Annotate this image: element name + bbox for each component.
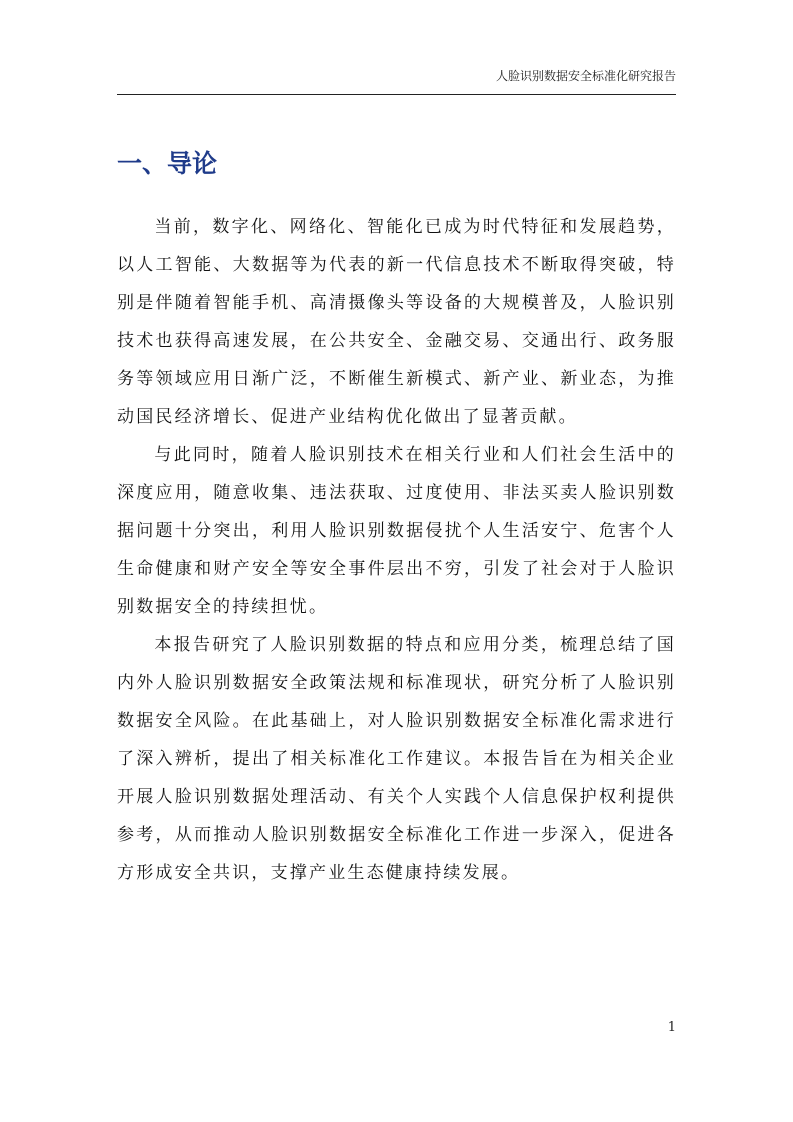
running-header: 人脸识别数据安全标准化研究报告 xyxy=(495,69,676,83)
page-number: 1 xyxy=(667,1020,676,1035)
header-divider xyxy=(117,94,676,95)
paragraph-1: 当前，数字化、网络化、智能化已成为时代特征和发展趋势，以人工智能、大数据等为代表的新一代信息技术不断取得突破，特别是伴随着智能手机、高清摄像头等设备的大规模普及，人脸识别技术也获得高速发展，在公共安全、金融交易、交通出行、政务服务等领域应用日渐广泛，不断催生新模式、新产业、新业态，为推动国民经济增长、促进产业结构优化做出了显著贡献。 xyxy=(117,217,676,427)
paragraph-2: 与此同时，随着人脸识别技术在相关行业和人们社会生活中的深度应用，随意收集、违法获取、过度使用、非法买卖人脸识别数据问题十分突出，利用人脸识别数据侵扰个人生活安宁、危害个人生命健康和财产安全等安全事件层出不穷，引发了社会对于人脸识别数据安全的持续担忧。 xyxy=(117,445,676,617)
section-title: 一、导论 xyxy=(117,149,218,178)
body-text xyxy=(117,208,676,892)
paragraph-3: 本报告研究了人脸识别数据的特点和应用分类，梳理总结了国内外人脸识别数据安全政策法规和标准现状，研究分析了人脸识别数据安全风险。在此基础上，对人脸识别数据安全标准化需求进行了深入辨析，提出了相关标准化工作建议。本报告旨在为相关企业开展人脸识别数据处理活动、有关个人实践个人信息保护权利提供参考，从而推动人脸识别数据安全标准化工作进一步深入，促进各方形成安全共识，支撑产业生态健康持续发展。 xyxy=(117,635,676,883)
